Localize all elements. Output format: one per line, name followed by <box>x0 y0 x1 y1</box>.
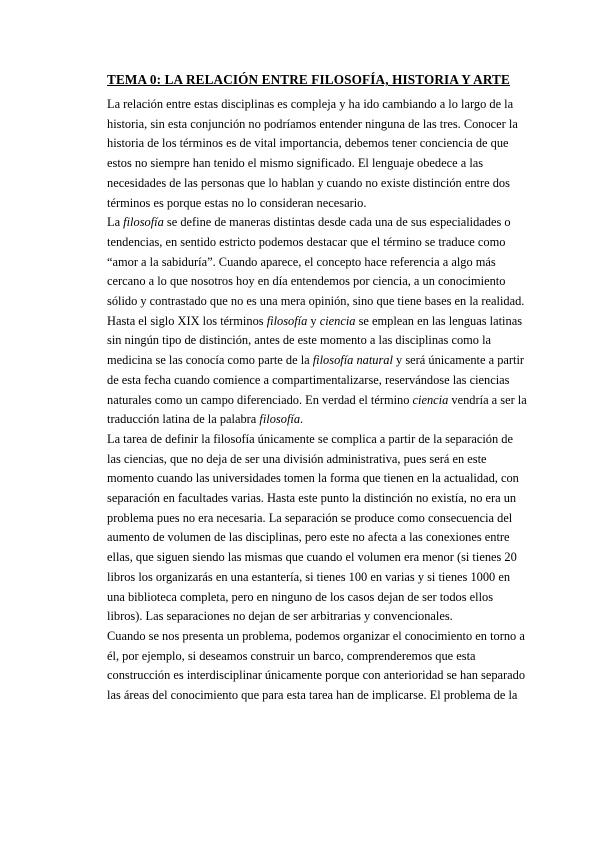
italic-term: filosofía natural <box>312 353 393 368</box>
text-run: vendría a ser la traducción latina de la palabra <box>107 392 527 427</box>
italic-term: filosofía <box>123 215 164 230</box>
italic-term: filosofía <box>259 412 301 427</box>
document-body <box>107 95 527 706</box>
text-run: La <box>107 215 124 230</box>
text-run: y será únicamente a partir de esta fecha cuando comience a compartimentalizarse, reservándose las ciencias naturales como un campo diferenciado. En verdad el término <box>107 353 525 407</box>
text-run: y <box>307 313 320 328</box>
text-run: se emplean en las lenguas latinas sin ningún tipo de distinción, antes de este momento a las disciplinas como la medicina se las conocía como parte de la <box>107 313 523 368</box>
italic-term: ciencia <box>412 392 449 407</box>
italic-term: ciencia <box>319 313 356 328</box>
paragraph-intro: La relación entre estas disciplinas es compleja y ha ido cambiando a lo largo de la historia, sin esta conjunción no podríamos entender ninguna de las tres. Conocer la historia de los términos es de vital importancia, debemos tener conciencia de que estos no siempre han tenido el mismo significado. El lenguaje obedece a las necesidades de las personas que lo hablan y cuando no existe distinción entre dos términos es porque estas no lo consideran necesario. <box>107 97 518 210</box>
text-run: se define de maneras distintas desde cada una de sus especialidades o tendencias, en sentido estricto podemos destacar que el término se traduce como “amor a la sabiduría”. Cuando aparece, el concepto hace referencia a algo más cercano a lo que nosotros hoy en día entendemos por ciencia, a un conocimiento sólido y contrastado que no es una mera opinión, sino que tiene bases en la realidad. Hasta el siglo XIX los términos <box>107 215 525 328</box>
paragraph-filosofia <box>107 213 527 430</box>
italic-term: filosofía <box>266 313 308 328</box>
text-run: . <box>300 412 304 427</box>
paragraph-problema: Cuando se nos presenta un problema, podemos organizar el conocimiento en torno a él, por ejemplo, si deseamos construir un barco, comprenderemos que esta construcción es interdisciplinar únicamente porque con anterioridad se han separado las áreas del conocimiento que para esta tarea han de implicarse. El problema de la <box>107 628 526 703</box>
paragraph-separacion: La tarea de definir la filosofía únicamente se complica a partir de la separación de las ciencias, que no deja de ser una división administrativa, pues será en este momento cuando las universidades tomen la forma que tienen en la actualidad, con separación en facultades varias. Hasta este punto la distinción no existía, no era un problema pues no era necesaria. La separación se produce como consecuencia del aumento de volumen de las disciplinas, pero este no afecta a las conexiones entre ellas, que siguen siendo las mismas que cuando el volumen era menor (si tienes 20 libros los organizarás en una estantería, si tienes 100 en varias y si tienes 1000 en una biblioteca completa, pero en ninguno de los casos dejan de ser todos ellos libros). Las separaciones no dejan de ser arbitrarias y convencionales. <box>107 431 519 624</box>
document-title: TEMA 0: LA RELACIÓN ENTRE FILOSOFÍA, HISTORIA Y ARTE <box>107 72 510 87</box>
